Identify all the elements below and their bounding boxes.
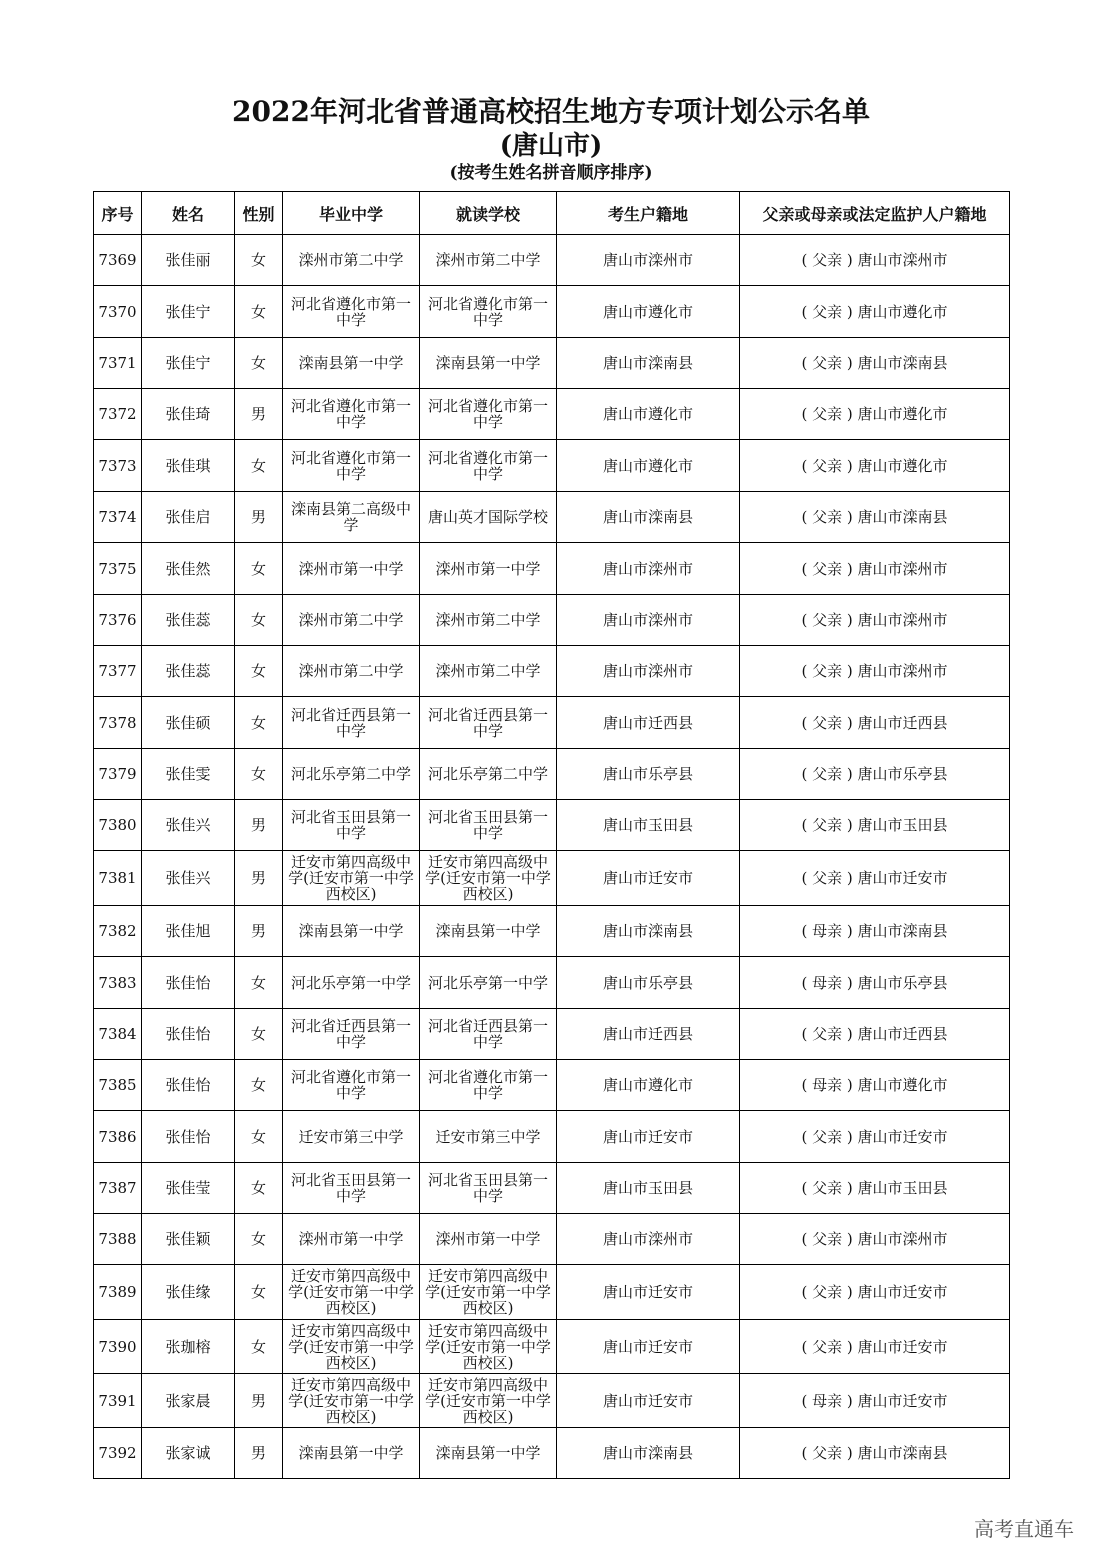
gender-cell: 男 <box>235 492 283 543</box>
guardian-household-cell: ( 父亲 ) 唐山市滦南县 <box>740 1428 1010 1479</box>
column-header: 就读学校 <box>420 192 557 235</box>
guardian-household-cell: ( 父亲 ) 唐山市遵化市 <box>740 440 1010 492</box>
table-header-row <box>94 192 1010 235</box>
gender-cell: 女 <box>235 1265 283 1320</box>
seq-cell: 7375 <box>94 543 142 595</box>
current-school-cell: 迁安市第四高级中学(迁安市第一中学西校区) <box>420 851 557 906</box>
seq-cell: 7373 <box>94 440 142 492</box>
gender-cell: 女 <box>235 235 283 286</box>
seq-cell: 7369 <box>94 235 142 286</box>
gender-cell: 女 <box>235 338 283 389</box>
name-cell: 张佳琦 <box>142 389 235 440</box>
guardian-household-cell: ( 母亲 ) 唐山市乐亭县 <box>740 957 1010 1009</box>
household-cell: 唐山市滦南县 <box>557 338 740 389</box>
table-row <box>94 1374 1010 1428</box>
guardian-household-cell: ( 父亲 ) 唐山市迁安市 <box>740 1265 1010 1320</box>
current-school-cell: 河北省玉田县第一中学 <box>420 1163 557 1214</box>
gender-cell: 男 <box>235 906 283 957</box>
guardian-household-cell: ( 父亲 ) 唐山市遵化市 <box>740 286 1010 338</box>
name-cell: 张佳怡 <box>142 1060 235 1111</box>
name-cell: 张佳雯 <box>142 749 235 800</box>
graduated-school-cell: 河北省玉田县第一中学 <box>283 800 420 851</box>
seq-cell: 7388 <box>94 1214 142 1265</box>
seq-cell: 7386 <box>94 1111 142 1163</box>
seq-cell: 7380 <box>94 800 142 851</box>
current-school-cell: 滦州市第二中学 <box>420 646 557 697</box>
household-cell: 唐山市迁安市 <box>557 851 740 906</box>
seq-cell: 7377 <box>94 646 142 697</box>
gender-cell: 女 <box>235 595 283 646</box>
table-row <box>94 1009 1010 1060</box>
guardian-household-cell: ( 父亲 ) 唐山市玉田县 <box>740 1163 1010 1214</box>
household-cell: 唐山市滦州市 <box>557 595 740 646</box>
current-school-cell: 滦南县第一中学 <box>420 338 557 389</box>
seq-cell: 7389 <box>94 1265 142 1320</box>
current-school-cell: 河北乐亭第一中学 <box>420 957 557 1009</box>
household-cell: 唐山市滦州市 <box>557 646 740 697</box>
gender-cell: 女 <box>235 543 283 595</box>
current-school-cell: 滦南县第一中学 <box>420 906 557 957</box>
table-row <box>94 646 1010 697</box>
graduated-school-cell: 迁安市第四高级中学(迁安市第一中学西校区) <box>283 1374 420 1428</box>
household-cell: 唐山市滦南县 <box>557 1428 740 1479</box>
seq-cell: 7392 <box>94 1428 142 1479</box>
name-cell: 张佳兴 <box>142 851 235 906</box>
household-cell: 唐山市遵化市 <box>557 1060 740 1111</box>
seq-cell: 7381 <box>94 851 142 906</box>
graduated-school-cell: 河北省遵化市第一中学 <box>283 440 420 492</box>
table-row <box>94 543 1010 595</box>
name-cell: 张佳然 <box>142 543 235 595</box>
document-subtitle: (唐山市) <box>499 131 603 161</box>
seq-cell: 7385 <box>94 1060 142 1111</box>
seq-cell: 7384 <box>94 1009 142 1060</box>
name-cell: 张佳丽 <box>142 235 235 286</box>
table-row <box>94 697 1010 749</box>
name-cell: 张佳琪 <box>142 440 235 492</box>
household-cell: 唐山市滦州市 <box>557 235 740 286</box>
gender-cell: 女 <box>235 1060 283 1111</box>
current-school-cell: 河北省迁西县第一中学 <box>420 1009 557 1060</box>
gender-cell: 女 <box>235 646 283 697</box>
table-row <box>94 338 1010 389</box>
gender-cell: 女 <box>235 1111 283 1163</box>
guardian-household-cell: ( 父亲 ) 唐山市滦南县 <box>740 492 1010 543</box>
name-cell: 张佳旭 <box>142 906 235 957</box>
name-cell: 张家晨 <box>142 1374 235 1428</box>
seq-cell: 7387 <box>94 1163 142 1214</box>
gender-cell: 男 <box>235 851 283 906</box>
guardian-household-cell: ( 父亲 ) 唐山市滦州市 <box>740 1214 1010 1265</box>
graduated-school-cell: 滦州市第二中学 <box>283 646 420 697</box>
name-cell: 张佳宁 <box>142 286 235 338</box>
graduated-school-cell: 河北省遵化市第一中学 <box>283 1060 420 1111</box>
household-cell: 唐山市迁西县 <box>557 1009 740 1060</box>
guardian-household-cell: ( 父亲 ) 唐山市玉田县 <box>740 800 1010 851</box>
column-header: 性别 <box>235 192 283 235</box>
guardian-household-cell: ( 父亲 ) 唐山市滦州市 <box>740 646 1010 697</box>
table-body <box>94 235 1010 1479</box>
household-cell: 唐山市滦州市 <box>557 543 740 595</box>
graduated-school-cell: 河北省遵化市第一中学 <box>283 286 420 338</box>
column-header: 考生户籍地 <box>557 192 740 235</box>
current-school-cell: 唐山英才国际学校 <box>420 492 557 543</box>
graduated-school-cell: 迁安市第四高级中学(迁安市第一中学西校区) <box>283 851 420 906</box>
column-header: 序号 <box>94 192 142 235</box>
table-row <box>94 440 1010 492</box>
name-cell: 张佳莹 <box>142 1163 235 1214</box>
gender-cell: 女 <box>235 697 283 749</box>
household-cell: 唐山市遵化市 <box>557 440 740 492</box>
table-row <box>94 1428 1010 1479</box>
guardian-household-cell: ( 母亲 ) 唐山市遵化市 <box>740 1060 1010 1111</box>
name-cell: 张珈榕 <box>142 1320 235 1374</box>
current-school-cell: 河北省遵化市第一中学 <box>420 389 557 440</box>
household-cell: 唐山市乐亭县 <box>557 957 740 1009</box>
table-row <box>94 1320 1010 1374</box>
gender-cell: 男 <box>235 1428 283 1479</box>
gender-cell: 女 <box>235 1163 283 1214</box>
gender-cell: 女 <box>235 957 283 1009</box>
seq-cell: 7382 <box>94 906 142 957</box>
table-row <box>94 800 1010 851</box>
seq-cell: 7390 <box>94 1320 142 1374</box>
current-school-cell: 迁安市第四高级中学(迁安市第一中学西校区) <box>420 1265 557 1320</box>
name-cell: 张佳兴 <box>142 800 235 851</box>
table-row <box>94 595 1010 646</box>
seq-cell: 7379 <box>94 749 142 800</box>
gender-cell: 女 <box>235 1009 283 1060</box>
guardian-household-cell: ( 父亲 ) 唐山市遵化市 <box>740 389 1010 440</box>
current-school-cell: 迁安市第四高级中学(迁安市第一中学西校区) <box>420 1320 557 1374</box>
graduated-school-cell: 河北省迁西县第一中学 <box>283 697 420 749</box>
name-cell: 张佳启 <box>142 492 235 543</box>
table-row <box>94 235 1010 286</box>
table-row <box>94 957 1010 1009</box>
seq-cell: 7378 <box>94 697 142 749</box>
table-row <box>94 286 1010 338</box>
table-row <box>94 851 1010 906</box>
graduated-school-cell: 滦南县第一中学 <box>283 906 420 957</box>
guardian-household-cell: ( 母亲 ) 唐山市滦南县 <box>740 906 1010 957</box>
current-school-cell: 河北省玉田县第一中学 <box>420 800 557 851</box>
column-header: 毕业中学 <box>283 192 420 235</box>
column-header: 父亲或母亲或法定监护人户籍地 <box>740 192 1010 235</box>
household-cell: 唐山市遵化市 <box>557 389 740 440</box>
table-row <box>94 1060 1010 1111</box>
name-cell: 张佳蕊 <box>142 646 235 697</box>
name-cell: 张佳怡 <box>142 1111 235 1163</box>
name-cell: 张佳蕊 <box>142 595 235 646</box>
household-cell: 唐山市滦南县 <box>557 906 740 957</box>
household-cell: 唐山市滦州市 <box>557 1214 740 1265</box>
column-header: 姓名 <box>142 192 235 235</box>
table-row <box>94 1214 1010 1265</box>
name-cell: 张佳宁 <box>142 338 235 389</box>
name-cell: 张家诚 <box>142 1428 235 1479</box>
graduated-school-cell: 滦州市第二中学 <box>283 595 420 646</box>
graduated-school-cell: 滦南县第二高级中学 <box>283 492 420 543</box>
gender-cell: 女 <box>235 440 283 492</box>
current-school-cell: 迁安市第三中学 <box>420 1111 557 1163</box>
household-cell: 唐山市玉田县 <box>557 1163 740 1214</box>
household-cell: 唐山市迁西县 <box>557 697 740 749</box>
guardian-household-cell: ( 父亲 ) 唐山市滦州市 <box>740 543 1010 595</box>
seq-cell: 7374 <box>94 492 142 543</box>
table-row <box>94 1265 1010 1320</box>
table-row <box>94 389 1010 440</box>
graduated-school-cell: 滦州市第一中学 <box>283 543 420 595</box>
graduated-school-cell: 迁安市第四高级中学(迁安市第一中学西校区) <box>283 1320 420 1374</box>
table-row <box>94 1163 1010 1214</box>
gender-cell: 男 <box>235 1374 283 1428</box>
table-row <box>94 492 1010 543</box>
seq-cell: 7372 <box>94 389 142 440</box>
current-school-cell: 河北省遵化市第一中学 <box>420 440 557 492</box>
seq-cell: 7383 <box>94 957 142 1009</box>
household-cell: 唐山市玉田县 <box>557 800 740 851</box>
name-cell: 张佳缘 <box>142 1265 235 1320</box>
graduated-school-cell: 河北省遵化市第一中学 <box>283 389 420 440</box>
gender-cell: 男 <box>235 800 283 851</box>
guardian-household-cell: ( 父亲 ) 唐山市迁安市 <box>740 1320 1010 1374</box>
current-school-cell: 河北省遵化市第一中学 <box>420 1060 557 1111</box>
current-school-cell: 迁安市第四高级中学(迁安市第一中学西校区) <box>420 1374 557 1428</box>
current-school-cell: 滦州市第一中学 <box>420 543 557 595</box>
guardian-household-cell: ( 父亲 ) 唐山市乐亭县 <box>740 749 1010 800</box>
current-school-cell: 滦州市第一中学 <box>420 1214 557 1265</box>
gender-cell: 女 <box>235 749 283 800</box>
seq-cell: 7391 <box>94 1374 142 1428</box>
graduated-school-cell: 滦南县第一中学 <box>283 1428 420 1479</box>
household-cell: 唐山市滦南县 <box>557 492 740 543</box>
guardian-household-cell: ( 父亲 ) 唐山市迁安市 <box>740 851 1010 906</box>
guardian-household-cell: ( 父亲 ) 唐山市迁西县 <box>740 697 1010 749</box>
guardian-household-cell: ( 父亲 ) 唐山市滦南县 <box>740 338 1010 389</box>
seq-cell: 7370 <box>94 286 142 338</box>
name-cell: 张佳颖 <box>142 1214 235 1265</box>
table-row <box>94 749 1010 800</box>
current-school-cell: 滦州市第二中学 <box>420 235 557 286</box>
graduated-school-cell: 迁安市第四高级中学(迁安市第一中学西校区) <box>283 1265 420 1320</box>
watermark: 高考直通车 <box>974 1517 1074 1541</box>
household-cell: 唐山市迁安市 <box>557 1320 740 1374</box>
guardian-household-cell: ( 父亲 ) 唐山市迁西县 <box>740 1009 1010 1060</box>
household-cell: 唐山市迁安市 <box>557 1111 740 1163</box>
seq-cell: 7376 <box>94 595 142 646</box>
graduated-school-cell: 河北乐亭第一中学 <box>283 957 420 1009</box>
graduated-school-cell: 河北省迁西县第一中学 <box>283 1009 420 1060</box>
current-school-cell: 河北省迁西县第一中学 <box>420 697 557 749</box>
guardian-household-cell: ( 父亲 ) 唐山市滦州市 <box>740 595 1010 646</box>
seq-cell: 7371 <box>94 338 142 389</box>
current-school-cell: 滦州市第二中学 <box>420 595 557 646</box>
graduated-school-cell: 滦州市第二中学 <box>283 235 420 286</box>
sort-note: (按考生姓名拼音顺序排序) <box>449 163 653 183</box>
gender-cell: 女 <box>235 1320 283 1374</box>
document-title: 2022年河北省普通高校招生地方专项计划公示名单 <box>232 95 870 128</box>
household-cell: 唐山市乐亭县 <box>557 749 740 800</box>
graduated-school-cell: 河北乐亭第二中学 <box>283 749 420 800</box>
gender-cell: 男 <box>235 389 283 440</box>
household-cell: 唐山市迁安市 <box>557 1265 740 1320</box>
current-school-cell: 河北省遵化市第一中学 <box>420 286 557 338</box>
current-school-cell: 河北乐亭第二中学 <box>420 749 557 800</box>
guardian-household-cell: ( 父亲 ) 唐山市滦州市 <box>740 235 1010 286</box>
household-cell: 唐山市遵化市 <box>557 286 740 338</box>
graduated-school-cell: 滦南县第一中学 <box>283 338 420 389</box>
gender-cell: 女 <box>235 286 283 338</box>
table-row <box>94 906 1010 957</box>
guardian-household-cell: ( 母亲 ) 唐山市迁安市 <box>740 1374 1010 1428</box>
gender-cell: 女 <box>235 1214 283 1265</box>
name-cell: 张佳怡 <box>142 957 235 1009</box>
current-school-cell: 滦南县第一中学 <box>420 1428 557 1479</box>
graduated-school-cell: 迁安市第三中学 <box>283 1111 420 1163</box>
graduated-school-cell: 河北省玉田县第一中学 <box>283 1163 420 1214</box>
name-cell: 张佳怡 <box>142 1009 235 1060</box>
graduated-school-cell: 滦州市第一中学 <box>283 1214 420 1265</box>
household-cell: 唐山市迁安市 <box>557 1374 740 1428</box>
guardian-household-cell: ( 父亲 ) 唐山市迁安市 <box>740 1111 1010 1163</box>
name-cell: 张佳硕 <box>142 697 235 749</box>
roster-table <box>93 191 1010 1479</box>
table-row <box>94 1111 1010 1163</box>
